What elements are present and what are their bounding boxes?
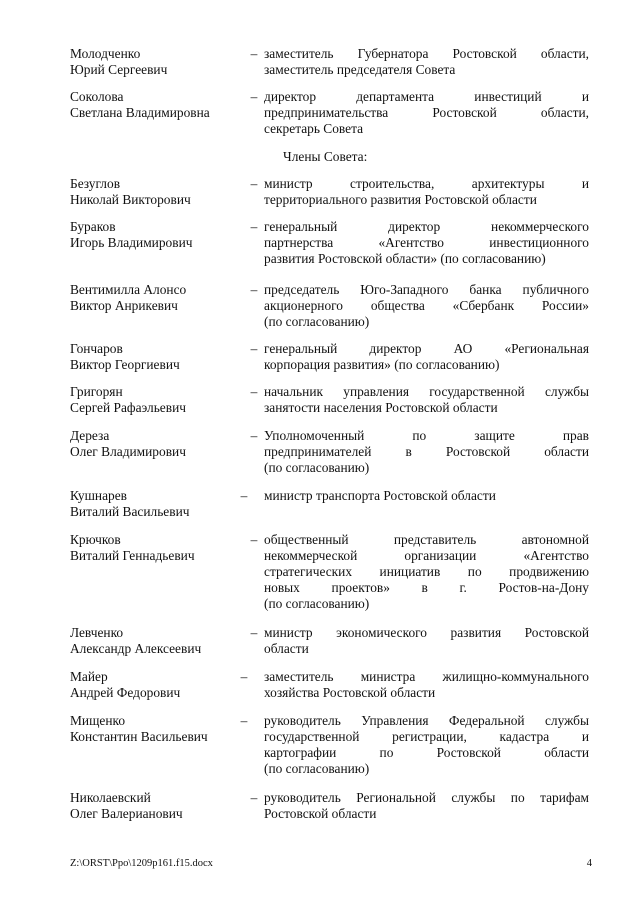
member-name bbox=[70, 790, 245, 822]
member-given-names: Игорь Владимирович bbox=[70, 235, 193, 250]
position-line: руководитель Управления Федеральной службы bbox=[264, 713, 589, 728]
member-position bbox=[264, 488, 589, 504]
position-line: акционерного общества «Сбербанк России» bbox=[264, 298, 589, 313]
entry-dash: – bbox=[240, 713, 248, 728]
position-line: хозяйства Ростовской области bbox=[264, 685, 436, 700]
member-given-names: Николай Викторович bbox=[70, 192, 191, 207]
member-surname: Дереза bbox=[70, 428, 110, 443]
member-surname: Вентимилла Алонсо bbox=[70, 282, 187, 297]
entry-dash: – bbox=[250, 282, 258, 297]
member-position bbox=[264, 46, 589, 78]
position-line: предпринимательства Ростовской области, bbox=[264, 105, 589, 120]
member-surname: Левченко bbox=[70, 625, 124, 640]
member-surname: Гончаров bbox=[70, 341, 123, 356]
position-line: директор департамента инвестиций и bbox=[264, 89, 589, 104]
member-surname: Григорян bbox=[70, 384, 123, 399]
position-line: государственной регистрации, кадастра и bbox=[264, 729, 589, 744]
member-surname: Крючков bbox=[70, 532, 121, 547]
member-position bbox=[264, 532, 589, 612]
member-position bbox=[264, 384, 589, 416]
position-line: области bbox=[264, 641, 309, 656]
position-line: корпорация развития» (по согласованию) bbox=[264, 357, 500, 372]
position-line: развития Ростовской области» (по согласованию) bbox=[264, 251, 546, 266]
position-line: предпринимателей в Ростовской области bbox=[264, 444, 589, 459]
entry-dash: – bbox=[250, 341, 258, 356]
member-position bbox=[264, 428, 589, 476]
position-line: (по согласованию) bbox=[264, 314, 370, 329]
member-surname: Майер bbox=[70, 669, 108, 684]
entry-dash: – bbox=[250, 219, 258, 234]
member-surname: Безуглов bbox=[70, 176, 121, 191]
position-line: (по согласованию) bbox=[264, 761, 370, 776]
entry-dash: – bbox=[250, 89, 258, 104]
position-line: генеральный директор АО «Региональная bbox=[264, 341, 589, 356]
member-name bbox=[70, 282, 245, 314]
position-line: Ростовской области bbox=[264, 806, 377, 821]
position-line: занятости населения Ростовской области bbox=[264, 400, 498, 415]
member-position bbox=[264, 176, 589, 208]
position-line: стратегических инициатив по продвижению bbox=[264, 564, 589, 579]
position-line: (по согласованию) bbox=[264, 596, 370, 611]
member-name bbox=[70, 176, 245, 208]
entry-dash: – bbox=[250, 625, 258, 640]
entry-dash: – bbox=[240, 669, 248, 684]
member-given-names: Олег Валерианович bbox=[70, 806, 183, 821]
member-given-names: Виктор Анрикевич bbox=[70, 298, 178, 313]
member-name bbox=[70, 384, 245, 416]
member-name bbox=[70, 625, 245, 657]
member-given-names: Сергей Рафаэльевич bbox=[70, 400, 186, 415]
entry-dash: – bbox=[250, 532, 258, 547]
entry-dash: – bbox=[250, 384, 258, 399]
member-given-names: Константин Васильевич bbox=[70, 729, 208, 744]
position-line: министр строительства, архитектуры и bbox=[264, 176, 589, 191]
member-position bbox=[264, 341, 589, 373]
entry-dash: – bbox=[250, 46, 258, 61]
position-line: министр экономического развития Ростовской bbox=[264, 625, 589, 640]
position-line: (по согласованию) bbox=[264, 460, 370, 475]
position-line: руководитель Региональной службы по тарифам bbox=[264, 790, 589, 805]
member-position bbox=[264, 790, 589, 822]
position-line: новых проектов» в г. Ростов-на-Дону bbox=[264, 580, 589, 595]
member-name bbox=[70, 713, 245, 745]
position-line: территориального развития Ростовской области bbox=[264, 192, 537, 207]
position-line: картографии по Ростовской области bbox=[264, 745, 589, 760]
member-given-names: Олег Владимирович bbox=[70, 444, 186, 459]
member-name bbox=[70, 341, 245, 373]
section-heading: Члены Совета: bbox=[283, 149, 368, 164]
member-name bbox=[70, 428, 245, 460]
member-given-names: Андрей Федорович bbox=[70, 685, 181, 700]
member-position bbox=[264, 713, 589, 777]
entry-dash: – bbox=[250, 790, 258, 805]
member-position bbox=[264, 89, 589, 137]
member-name bbox=[70, 219, 245, 251]
position-line: общественный представитель автономной bbox=[264, 532, 589, 547]
page-number: 4 bbox=[586, 858, 592, 869]
member-name bbox=[70, 89, 245, 121]
entry-dash: – bbox=[240, 488, 248, 503]
entry-dash: – bbox=[250, 176, 258, 191]
position-line: партнерства «Агентство инвестиционного bbox=[264, 235, 589, 250]
position-line: заместитель председателя Совета bbox=[264, 62, 456, 77]
member-given-names: Александр Алексеевич bbox=[70, 641, 202, 656]
member-given-names: Юрий Сергеевич bbox=[70, 62, 168, 77]
position-line: некоммерческой организации «Агентство bbox=[264, 548, 589, 563]
position-line: генеральный директор некоммерческого bbox=[264, 219, 589, 234]
position-line: Уполномоченный по защите прав bbox=[264, 428, 589, 443]
member-position bbox=[264, 669, 589, 701]
position-line: заместитель Губернатора Ростовской области, bbox=[264, 46, 589, 61]
position-line: заместитель министра жилищно-коммунального bbox=[264, 669, 589, 684]
member-given-names: Виктор Георгиевич bbox=[70, 357, 180, 372]
position-line: начальник управления государственной службы bbox=[264, 384, 589, 399]
member-given-names: Виталий Геннадьевич bbox=[70, 548, 195, 563]
member-name bbox=[70, 532, 245, 564]
member-name bbox=[70, 669, 245, 701]
member-surname: Бураков bbox=[70, 219, 116, 234]
member-position bbox=[264, 282, 589, 330]
member-surname: Мищенко bbox=[70, 713, 126, 728]
member-surname: Кушнарев bbox=[70, 488, 128, 503]
member-given-names: Виталий Васильевич bbox=[70, 504, 190, 519]
position-line: председатель Юго-Западного банка публичного bbox=[264, 282, 589, 297]
file-path: Z:\ORST\Ppo\1209p161.f15.docx bbox=[70, 858, 213, 869]
position-line: секретарь Совета bbox=[264, 121, 364, 136]
position-line: министр транспорта Ростовской области bbox=[264, 488, 496, 503]
member-name bbox=[70, 488, 245, 520]
member-given-names: Светлана Владимировна bbox=[70, 105, 210, 120]
entry-dash: – bbox=[250, 428, 258, 443]
member-position bbox=[264, 625, 589, 657]
member-position bbox=[264, 219, 589, 267]
member-surname: Соколова bbox=[70, 89, 124, 104]
member-name bbox=[70, 46, 245, 78]
member-surname: Молодченко bbox=[70, 46, 141, 61]
member-surname: Николаевский bbox=[70, 790, 151, 805]
